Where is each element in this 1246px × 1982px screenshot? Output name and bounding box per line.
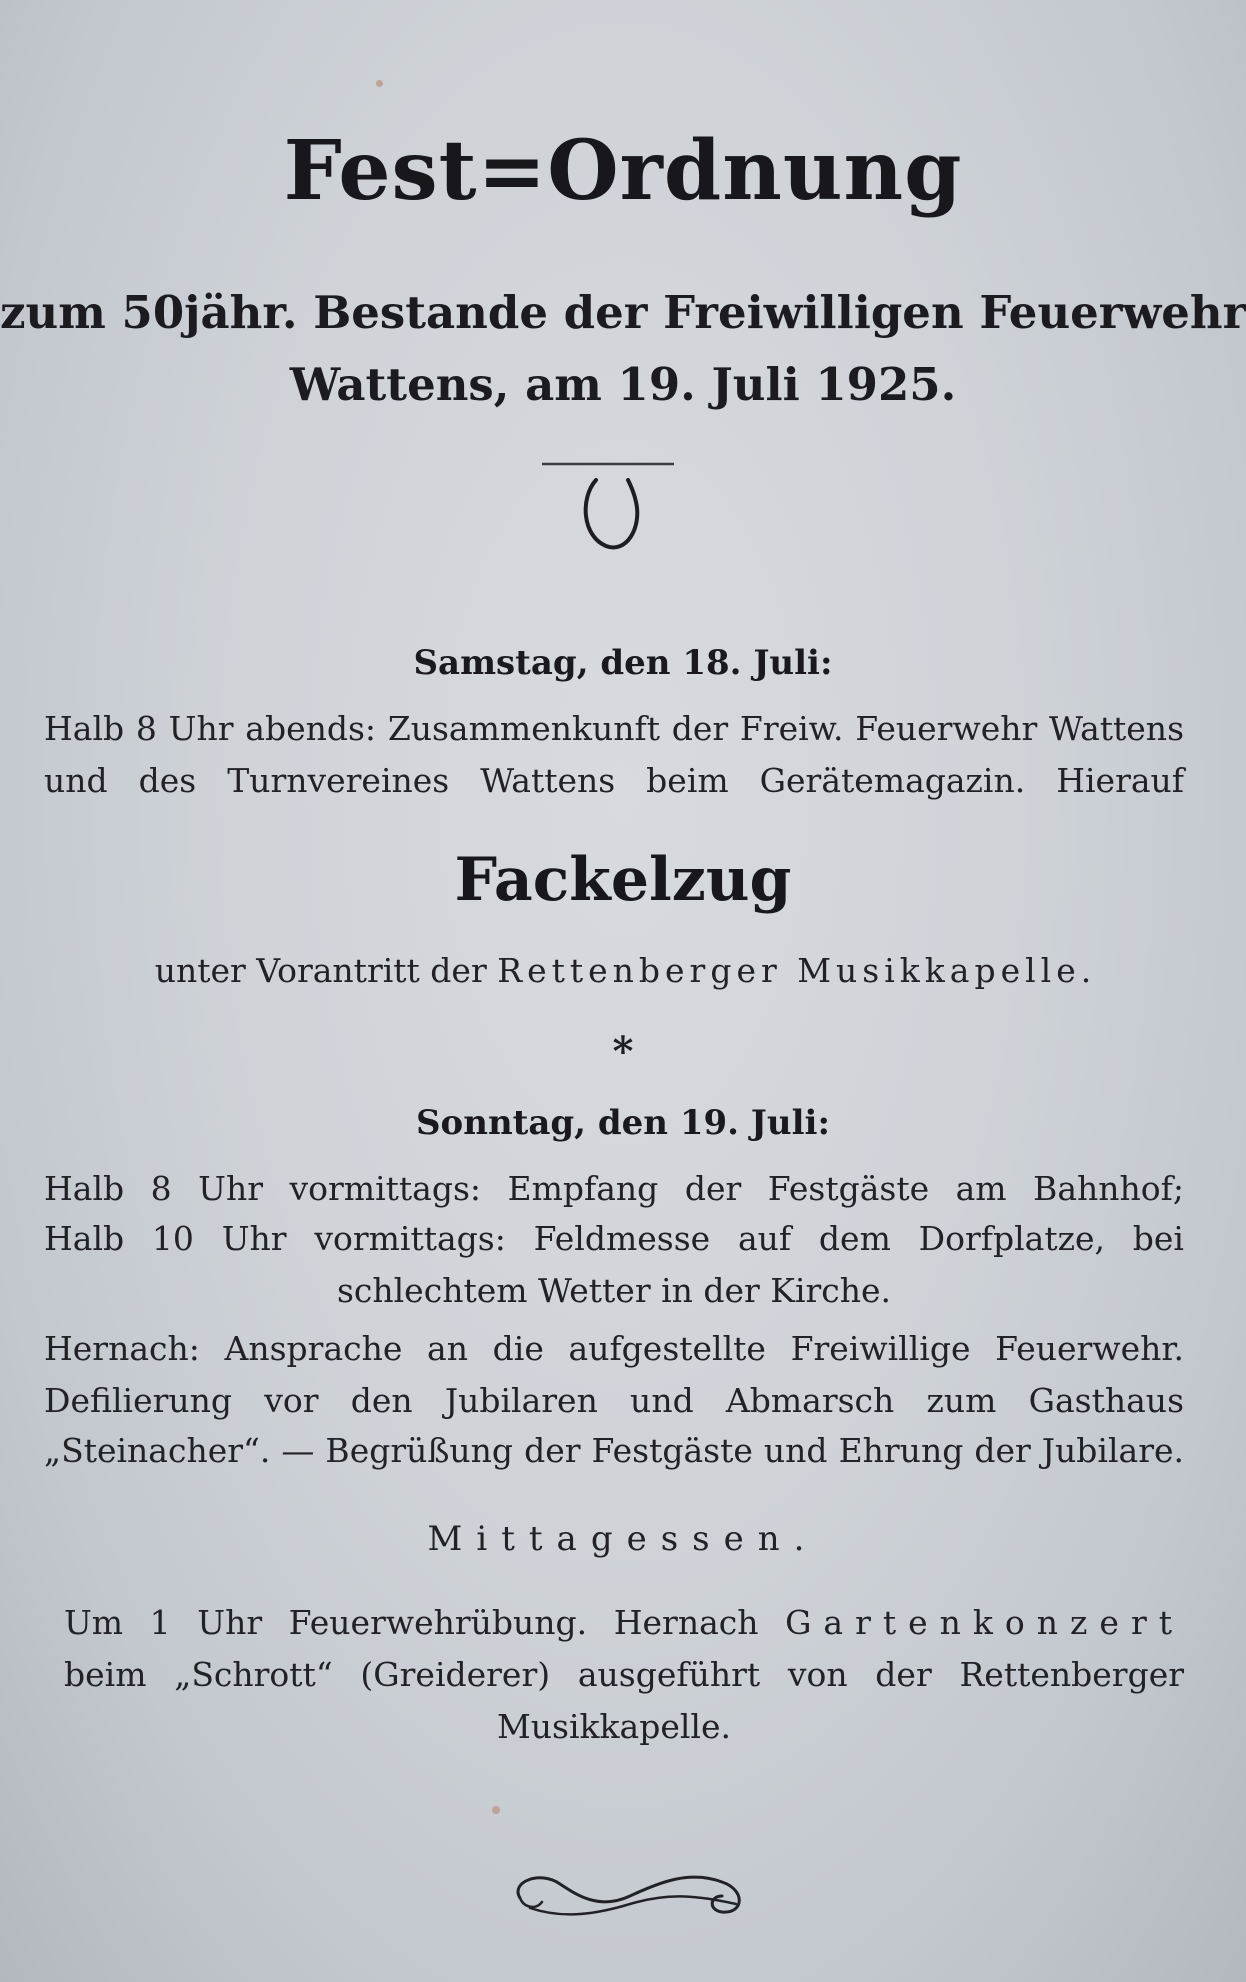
sunday-heading: Sonntag, den 19. Juli: [416, 1103, 830, 1143]
saturday-line-3-prefix: unter Vorantritt der [154, 951, 498, 990]
sunday-line-1: Halb 8 Uhr vormittags: Empfang der Festgäste am Bahnhof; [44, 1169, 1184, 1208]
subtitle-line-2: Wattens, am 19. Juli 1925. [289, 358, 957, 411]
sunday-line-2: Halb 10 Uhr vormittags: Feldmesse auf dem Dorfplatze, bei [44, 1219, 1184, 1258]
saturday-line-2: und des Turnvereines Wattens beim Gerätemagazin. Hierauf [44, 761, 1184, 800]
sunday-line-5: Defilierung vor den Jubilaren und Abmarsch zum Gasthaus [44, 1381, 1184, 1420]
torch-procession-heading: Fackelzug [454, 845, 792, 915]
paper-speck [492, 1806, 500, 1814]
sunday-line-7 [64, 1603, 1184, 1642]
ornament-top-icon [538, 458, 678, 558]
ornament-bottom-icon [500, 1856, 760, 1926]
lunch-heading: Mittagessen. [427, 1519, 819, 1559]
sunday-line-9: Musikkapelle. [497, 1707, 731, 1746]
saturday-heading: Samstag, den 18. Juli: [413, 643, 833, 683]
sunday-line-3: schlechtem Wetter in der Kirche. [336, 1271, 892, 1310]
paper-speck [376, 80, 383, 87]
sunday-line-8: beim „Schrott“ (Greiderer) ausgeführt von der Rettenberger [64, 1655, 1184, 1694]
sunday-line-4: Hernach: Ansprache an die aufgestellte Freiwillige Feuerwehr. [44, 1329, 1184, 1368]
subtitle-line-1: zum 50jähr. Bestande der Freiwilligen Feuerwehr [0, 286, 1246, 339]
sunday-line-6: „Steinacher“. — Begrüßung der Festgäste und Ehrung der Jubilare. [44, 1431, 1184, 1470]
section-separator: * [612, 1028, 634, 1075]
band-name: Rettenberger Musikkapelle [497, 951, 1081, 990]
page-title: Fest=Ordnung [283, 123, 963, 219]
saturday-line-3-suffix: . [1080, 951, 1092, 990]
saturday-line-1: Halb 8 Uhr abends: Zusammenkunft der Freiw. Feuerwehr Wattens [44, 709, 1184, 748]
saturday-line-3 [0, 951, 1246, 990]
sunday-line-7-prefix: Um 1 Uhr Feuerwehrübung. Hernach [64, 1603, 786, 1642]
garden-concert: Gartenkonzert [785, 1603, 1184, 1642]
